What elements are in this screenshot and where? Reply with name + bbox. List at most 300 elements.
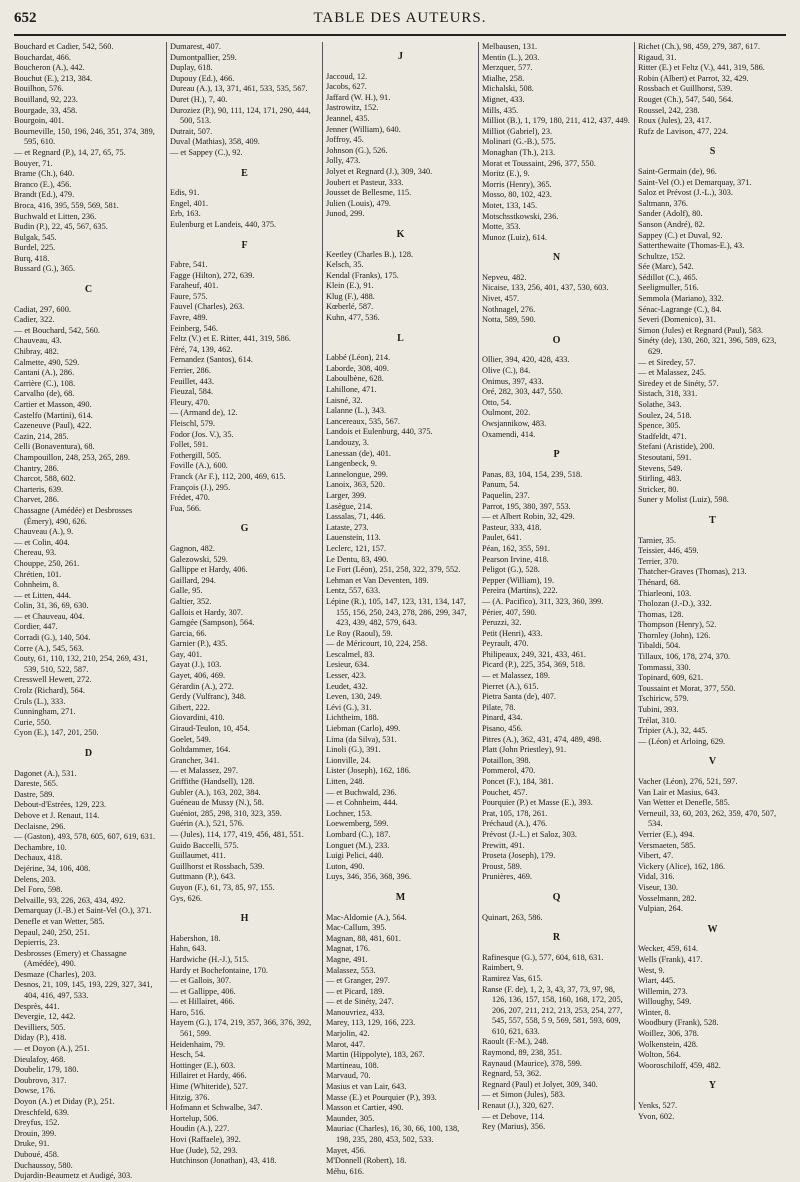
index-entry: Klug (F.), 488. [326,291,375,301]
index-entry: — et de Sinéty, 247. [326,997,394,1007]
index-entry: Wiart, 445. [638,976,676,986]
index-entry: Lescalmel, 83. [326,649,375,659]
index-entry: — et Malassez, 297. [170,766,238,776]
index-entry: Lochner, 153. [326,808,372,818]
index-entry: Giovardini, 410. [170,713,225,723]
index-entry: Luigi Pelici, 440. [326,851,384,861]
index-entry: Gibert, 222. [170,702,210,712]
section-letter: G [240,523,249,535]
index-entry: Bourgoin, 401. [14,116,64,126]
index-entry: Carrière (C.), 108. [14,378,76,388]
index-entry: Drouin, 399. [14,1128,57,1138]
index-entry: Keetley (Charles B.), 128. [326,249,414,259]
index-entry: Regnard (Paul) et Jolyet, 309, 340. [482,1079,598,1089]
index-entry: Budin (P.), 22, 45, 567, 635. [14,222,108,232]
index-entry: Schultze, 152. [638,251,686,261]
index-entry: Rossbach et Guillhorst, 539. [638,84,733,94]
index-entry: Follet, 591. [170,440,209,450]
index-entry: Fieuzal, 584. [170,387,214,397]
index-entry: — et Simon (Jules), 583. [482,1090,565,1100]
index-entry: Boucheron (A.), 442. [14,63,85,73]
index-entry: Hovi (Raffaele), 392. [170,1135,241,1144]
index-entry: Morris (Henry), 365. [482,179,552,189]
index-entry: Nivet, 457. [482,294,520,304]
index-entry: Chantry, 286. [14,463,59,473]
index-entry: Ranse (F. de), 1, 2, 3, 43, 37, 73, 97, 98, 126, 136, 157, 158, 160, 168, 172, 205, 206, 207, 211, 212, 213, 253, 254, 277, 545, 557, 558, 5 9, 569, 581, 593, 609, 610, 621, 633. [482,984,623,1036]
index-entry: Vacher (Léon), 276, 521, 597. [638,777,738,786]
index-entry: Rufz de Lavison, 477, 224. [638,126,729,136]
index-entry: Dagonet (A.), 531. [14,768,77,778]
index-entry: Feuillet, 443. [170,376,215,386]
index-entry: Préchaud (A.), 476. [482,819,548,829]
index-entry: Platt (John Priestley), 91. [482,745,567,755]
index-entry: — et Picard, 189. [326,986,385,996]
index-entry: Bourgade, 33, 458. [14,105,78,115]
index-entry: Engel, 401. [170,198,209,208]
index-entry: Raymond, 89, 238, 351. [482,1048,562,1058]
index-entry: Duplay, 618. [170,63,213,73]
index-entry: Nicaise, 133, 256, 401, 437, 530, 603. [482,283,609,293]
index-entry: Litten, 248. [326,777,365,786]
index-entry: Kelsch, 35. [326,260,364,270]
index-entry: Desbrosses (Emery) et Chassagne (Amédée), 490. [14,948,127,969]
index-columns [14,42,790,1181]
index-column-1 [14,42,166,1181]
index-entry: Michalski, 508. [482,84,534,94]
index-entry: Yenks, 527. [638,1101,678,1111]
index-entry: Sanson (André), 82. [638,219,705,229]
index-entry: Cordier, 447. [14,622,58,632]
index-entry: Jenner (William), 640. [326,124,401,134]
index-entry: Gamgée (Sampson), 564. [170,618,255,628]
index-entry: Raoult (F.-M.), 248. [482,1037,549,1047]
index-entry: Pasteur, 333, 418. [482,522,542,532]
index-entry: Suner y Molist (Luiz), 598. [638,495,729,505]
index-entry: Galezowski, 529. [170,554,228,564]
index-column-2 [166,42,322,1166]
index-entry: Bussard (G.), 365. [14,264,76,274]
section-letter: D [84,748,93,759]
index-entry: Houdin (A.), 227. [170,1124,230,1134]
index-entry: Masse (E.) et Pourquier (P.), 393. [326,1092,437,1102]
index-entry: Paquelin, 237. [482,490,530,500]
index-entry: Richet (Ch.), 98, 459, 279, 387, 617. [638,42,760,51]
index-entry: Raimbert, 9. [482,963,524,973]
index-entry: Grancher, 341. [170,755,220,765]
index-entry: Dreschfeld, 639. [14,1107,70,1117]
index-entry: Corradi (G.), 140, 504. [14,633,91,643]
index-entry: Bouilland, 92, 223. [14,94,78,104]
section-letter: V [708,756,717,768]
index-entry: Thomas, 128. [638,609,684,619]
index-entry: Topinard, 609, 621. [638,673,704,683]
index-entry: Wolton, 564. [638,1050,681,1060]
index-entry: Martin (Hippolyte), 183, 267. [326,1050,425,1060]
index-entry: Otto, 54. [482,397,512,407]
index-entry: Peligot (G.), 528. [482,565,540,575]
index-entry: Winter, 8. [638,1007,671,1017]
index-entry: Cadier, 322. [14,315,55,325]
index-entry: — de Méricourt, 10, 224, 258. [326,639,428,649]
index-entry: Lahillone, 471. [326,385,377,395]
index-entry: Hue (Jude), 52, 293. [170,1145,238,1155]
index-entry: Lauenstein, 113. [326,533,381,543]
index-entry: — et Gallippe, 406. [170,986,236,996]
index-entry: Proust, 589. [482,861,522,871]
index-entry: Méhu, 616. [326,1166,365,1176]
index-entry: Leclerc, 121, 157. [326,543,387,553]
index-entry: Curie, 550. [14,717,52,727]
index-entry: Tschiricw, 579. [638,694,689,704]
index-entry: Hardy et Bochefontaine, 170. [170,965,268,975]
index-entry: Fagge (Hilton), 272, 639. [170,270,255,280]
index-entry: Solathe, 343. [638,400,682,409]
index-entry: Teissier, 446, 459. [638,546,699,556]
index-entry: Dastre, 589. [14,789,55,799]
index-entry: Woillez, 306, 378. [638,1029,699,1039]
index-entry: Dieulafoy, 468. [14,1054,66,1064]
index-entry: Doubrovo, 317. [14,1075,67,1085]
index-entry: — et Chauveau, 404. [14,611,85,621]
index-entry: — et Siredey, 57. [638,357,696,367]
index-entry: Junod, 299. [326,209,365,219]
index-entry: — et Regnard (P.), 14, 27, 65, 75. [14,147,126,157]
index-entry: Dureau (A.), 13, 371, 461, 533, 535, 567. [170,84,308,94]
index-entry: Longuet (M.), 233. [326,840,390,850]
index-entry: Cazeneuve (Paul), 422. [14,421,92,431]
index-entry: Pepper (William), 19. [482,575,555,585]
index-entry: Chouppe, 250, 261. [14,558,80,568]
index-entry: Chrétien, 101. [14,569,62,579]
section-letter: C [84,284,93,296]
index-entry: Guéneau de Mussy (N.), 58. [170,798,264,808]
index-entry: Prévost (J.-L.) et Saloz, 303. [482,829,577,839]
index-entry: Joubert et Pasteur, 333. [326,177,404,187]
index-entry: Kœberlé, 587. [326,302,374,312]
index-entry: Renaut (J.), 320, 627. [482,1101,554,1111]
index-entry: Thatcher-Graves (Thomas), 213. [638,567,747,577]
section-letter: K [396,228,405,240]
index-entry: Ollier, 394, 420, 428, 433. [482,355,570,365]
index-entry: Lanoix, 363, 520. [326,480,385,490]
index-entry: Pietra Santa (de), 407. [482,692,556,702]
index-entry: Lombard (C.), 187. [326,829,391,839]
index-entry: Gayet, 406, 469. [170,671,226,681]
index-entry: Liebman (Carlo), 499. [326,724,401,734]
index-entry: Declaisne, 296. [14,821,66,831]
index-entry: Broca, 416, 395, 559, 569, 581. [14,200,119,210]
index-entry: Jaffard (W. H.), 91. [326,92,391,102]
index-entry: Bouchard et Cadier, 542, 560. [14,42,114,51]
index-entry: Peruzzi, 32. [482,618,522,628]
index-entry: Rafinesque (G.), 577, 604, 618, 631. [482,952,604,962]
index-entry: Thénard, 68. [638,577,681,587]
index-entry: Tillaux, 106, 178, 274, 370. [638,652,731,662]
index-entry: Habershon, 18. [170,933,221,943]
page-title: TABLE DES AUTEURS. [313,10,487,26]
index-entry: Wooroschiloff, 459, 482. [638,1060,721,1070]
index-entry: Roussel, 242, 238. [638,105,700,115]
index-entry: Lehman et Van Deventen, 189. [326,575,429,585]
index-entry: Lanessan (de), 401. [326,448,391,458]
index-entry: Fodor (Jos. V.), 35. [170,429,234,439]
section-letter: F [241,239,248,251]
index-entry: Sédillot (C.), 465. [638,272,698,282]
index-entry: Jeannel, 435. [326,113,370,123]
index-entry: Delens, 203. [14,874,56,884]
index-entry: Stefani (Aristide), 200. [638,442,715,452]
index-entry: Lasègue, 214. [326,501,373,511]
index-entry: Dechaux, 418. [14,853,63,863]
index-entry: — (Jules), 114, 177, 419, 456, 481, 551. [170,829,304,839]
index-entry: Saloz et Prévost (J.-L.), 303. [638,188,733,198]
index-entry: Bouchardat, 466. [14,52,71,62]
index-entry: — et Debove, 114. [482,1111,545,1121]
index-entry: Kendal (Franks), 175. [326,270,399,280]
index-entry: Vidal, 316. [638,872,675,882]
index-entry: — (A. Pacifico), 311, 323, 360, 399. [482,596,604,606]
index-entry: Giraud-Teulon, 10, 454. [170,724,250,734]
index-entry: Lannelongue, 299. [326,469,388,479]
index-entry: Goltdammer, 164. [170,745,231,755]
index-entry: Landouzy, 3. [326,438,370,447]
index-entry: Chassagne (Amédée) et Desbrosses (Émery), 490, 626. [14,505,133,526]
index-entry: Lalanne (L.), 343. [326,406,387,416]
index-entry: Joffroy, 45. [326,135,364,145]
index-entry: Laisné, 32. [326,395,363,405]
index-entry: Vibert, 47. [638,851,674,861]
index-entry: Marjolin, 42. [326,1029,370,1039]
index-entry: Gagnon, 482. [170,543,215,553]
index-entry: — et Sappey (C.), 92. [170,147,243,157]
index-entry: Wecker, 459, 614. [638,944,699,954]
index-entry: — et Doyon (A.), 251. [14,1044,90,1054]
index-entry: Panas, 83, 104, 154, 239, 518. [482,469,583,479]
index-entry: Lataste, 273. [326,522,369,532]
index-entry: Stirling, 483. [638,474,682,484]
index-entry: Pommerol, 470. [482,766,536,776]
section-letter: S [709,146,716,158]
index-entry: Goelet, 549. [170,734,211,744]
index-entry: Faraheuf, 401. [170,281,219,291]
index-entry: Cruls (L.), 333. [14,696,66,706]
index-entry: Gallois et Hardy, 307. [170,607,243,617]
index-entry: Mauriac (Charles), 16, 30, 66, 100, 138, 198, 235, 280, 453, 502, 533. [326,1124,460,1144]
index-entry: — (Léon) et Arloing, 629. [638,736,726,746]
section-letter: L [397,332,404,344]
index-entry: Calmette, 490, 529. [14,357,80,367]
index-entry: Stevens, 549. [638,463,683,473]
index-entry: Druke, 91. [14,1139,50,1149]
index-entry: Tubini, 393. [638,705,679,715]
index-entry: Pitres (A.), 362, 431, 474, 489, 498. [482,734,602,744]
index-entry: Demarquay (J.-B.) et Saint-Vel (O.), 371. [14,906,152,916]
index-entry: Dujardin-Beaumetz et Audigé, 303. [14,1171,133,1181]
index-entry: — (Gaston), 493, 578, 605, 607, 619, 631. [14,832,156,842]
index-entry: Cadiat, 297, 600. [14,304,71,314]
index-entry: Guillhorst et Rossbach, 539. [170,861,265,871]
index-entry: Duval (Mathias), 358, 409. [170,137,260,147]
index-entry: Franck (Ar F.), 112, 200, 469, 615. [170,471,286,481]
index-entry: Larger, 399. [326,490,367,500]
index-entry: Raynaud (Maurice), 378, 599. [482,1058,582,1068]
index-entry: Marvaud, 70. [326,1071,371,1081]
index-entry: Lépine (R.), 105, 147, 123, 131, 134, 147, 155, 156, 250, 243, 278, 286, 299, 347, 423, 439, 482, 579, 643. [326,596,467,628]
index-entry: Erb, 163. [170,209,201,219]
index-entry: Hesch, 54. [170,1050,206,1060]
index-entry: Woodbury (Frank), 528. [638,1018,719,1028]
index-entry: Bourneville, 150, 196, 246, 351, 374, 389, 595, 610. [14,126,155,147]
section-letter: R [552,932,561,944]
index-entry: Guyon (F.), 61, 73, 85, 97, 155. [170,882,275,892]
index-entry: M'Donnell (Robert), 18. [326,1156,407,1166]
index-entry: Ramirez Vas, 615. [482,973,543,983]
index-entry: — et Gallois, 307. [170,976,232,986]
index-entry: Marey, 113, 129, 166, 223. [326,1018,416,1028]
index-entry: Tholozan (J.-D.), 332. [638,599,712,609]
index-entry: Debove et J. Renaut, 114. [14,810,100,820]
index-entry: Rouget (Ch.), 547, 540, 564. [638,94,734,104]
index-entry: Peyrault, 470. [482,639,529,649]
index-entry: Verneuil, 33, 60, 203, 262, 359, 470, 507, 534. [638,808,777,829]
section-letter: J [398,51,403,62]
index-entry: Cresswell Hewett, 272. [14,675,92,685]
page-number: 652 [14,10,37,26]
index-entry: Martineau, 108. [326,1060,379,1070]
index-entry: Hofmann et Schwalbe, 347. [170,1103,263,1113]
index-entry: Gayat (J.), 103. [170,660,222,670]
index-entry: Willoughy, 549. [638,997,692,1007]
index-entry: Carvalho (de), 68. [14,389,75,399]
index-entry: — et Buchwald, 236. [326,787,397,797]
index-entry: Doubelir, 179, 180. [14,1065,79,1075]
index-entry: Thiarleoni, 103. [638,588,692,598]
index-entry: Pouchet, 457. [482,787,528,797]
index-entry: Bouchut (E.), 213, 384. [14,73,93,83]
index-entry: Wolkenstein, 428. [638,1039,698,1049]
index-entry: Del Foro, 598. [14,885,63,895]
index-entry: Buchwald et Litten, 236. [14,211,97,221]
index-entry: Edis, 91. [170,188,200,198]
index-entry: Doyon (A.) et Diday (P.), 251. [14,1097,115,1106]
index-entry: — et Cohnheim, 444. [326,798,398,808]
index-entry: Fothergill, 505. [170,450,222,460]
index-entry: Branco (E.), 456. [14,179,72,189]
index-entry: Duboué, 458. [14,1149,59,1159]
index-entry: Van Lair et Masius, 643. [638,787,720,797]
index-entry: Pinard, 434. [482,713,523,723]
section-letter: W [707,923,718,935]
index-entry: Fleury, 470. [170,397,210,407]
index-entry: Sappey (C.) et Duval, 92. [638,230,723,240]
index-entry: Rey (Marius), 356. [482,1122,546,1132]
index-entry: — et Hillairet, 466. [170,997,235,1007]
index-entry: Sénac-Lagrange (C.), 84. [638,304,722,314]
index-entry: Loewemberg, 599. [326,819,389,829]
index-entry: Dumarest, 407. [170,42,221,51]
index-entry: Mosso, 80, 102, 423. [482,190,552,200]
index-entry: — et Albert Robin, 32, 429. [482,512,575,522]
index-entry: Bouilhon, 576. [14,84,64,94]
index-entry: Gaillard, 294. [170,575,216,585]
index-entry: Cazin, 214, 285. [14,431,69,441]
index-entry: Feinberg, 546. [170,323,219,333]
index-entry: Robin (Albert) et Parrot, 32, 429. [638,73,749,83]
index-entry: Cyon (E.), 147, 201, 250. [14,728,99,738]
index-entry: Bulgak, 545. [14,232,57,242]
index-entry: Hardwiche (H.-J.), 515. [170,954,249,964]
index-entry: Roux (Jules), 23, 417. [638,116,712,126]
index-entry: Pilate, 78. [482,702,516,712]
index-entry: Gérardin (A.), 272. [170,681,234,691]
index-entry: Severi (Domenico), 31. [638,315,716,325]
index-entry: — et Malassez, 245. [638,368,706,378]
index-entry: Gys, 626. [170,893,203,903]
index-entry: Motet, 133, 145. [482,200,538,210]
index-entry: Terrier, 370. [638,556,679,566]
index-entry: Tarnier, 35. [638,535,677,545]
header-rule [14,34,786,36]
index-entry: Dupouy (Ed.), 466. [170,73,235,83]
index-entry: Hayem (G.), 174, 219, 357, 366, 376, 392, 561, 599. [170,1018,312,1039]
index-entry: Poncet (F.), 184, 381. [482,777,554,786]
index-entry: Thompson (Henry), 52. [638,620,717,630]
index-entry: Milliot (B.), 1, 179, 180, 211, 412, 437, 449. [482,116,630,126]
index-entry: Sée (Marc), 542. [638,262,694,272]
index-entry: Semmola (Mariano), 332. [638,294,724,304]
index-entry: Mills, 435. [482,105,519,115]
index-entry: Lister (Joseph), 162, 186. [326,766,411,776]
index-entry: Klein (E.), 91. [326,281,374,291]
index-entry: Duret (H.), 7, 40. [170,94,228,104]
index-entry: Burq, 418. [14,253,50,263]
index-entry: Dreyfus, 152. [14,1118,60,1128]
index-entry: Lassalas, 71, 446. [326,512,386,522]
index-entry: Rigaud, 31. [638,52,677,62]
index-entry: Lévi (G.), 31. [326,702,372,712]
index-entry: Charteris, 639. [14,484,64,494]
section-letter: Q [552,891,561,903]
index-entry: Gubler (A.), 163, 202, 384. [170,787,261,797]
index-entry: Diday (P.), 418. [14,1033,67,1043]
index-entry: Hutchinson (Jonathan), 43, 418. [170,1156,277,1166]
index-entry: Delvaille, 93, 226, 263, 434, 492. [14,895,126,905]
index-column-3 [322,42,478,1176]
index-entry: Molinari (G.-B.), 575. [482,137,556,147]
index-entry: Guido Baccelli, 575. [170,840,239,850]
index-entry: Vickery (Alice), 162, 186. [638,861,726,871]
index-entry: Foville (A.), 600. [170,461,228,471]
index-entry: Chereau, 93. [14,548,57,558]
index-entry: Griffithe (Handsell), 128. [170,777,255,786]
index-entry: Saint-Germain (de), 96. [638,166,717,176]
index-entry: Hortelup, 506. [170,1113,219,1123]
index-entry: François (J.), 295. [170,482,231,492]
index-entry: Masius et van Lair, 643. [326,1082,407,1092]
index-entry: Devergie, 12, 442. [14,1012,76,1022]
index-entry: Onimus, 397, 433. [482,376,544,386]
index-entry: Trélat, 310. [638,715,677,725]
index-entry: Oré, 282, 303, 447, 550. [482,387,563,397]
index-entry: Celli (Bonaventura), 68. [14,442,95,452]
index-entry: — et Bouchard, 542, 560. [14,325,100,335]
index-entry: Pereira (Martins), 222. [482,586,558,596]
index-entry: Satterthewaite (Thomas-E.), 43. [638,241,745,251]
index-entry: Luton, 490. [326,861,365,871]
index-entry: Fauvel (Charles), 263. [170,302,245,312]
index-entry: Dumontpallier, 259. [170,52,237,62]
index-entry: Guillaumet, 411. [170,851,226,861]
